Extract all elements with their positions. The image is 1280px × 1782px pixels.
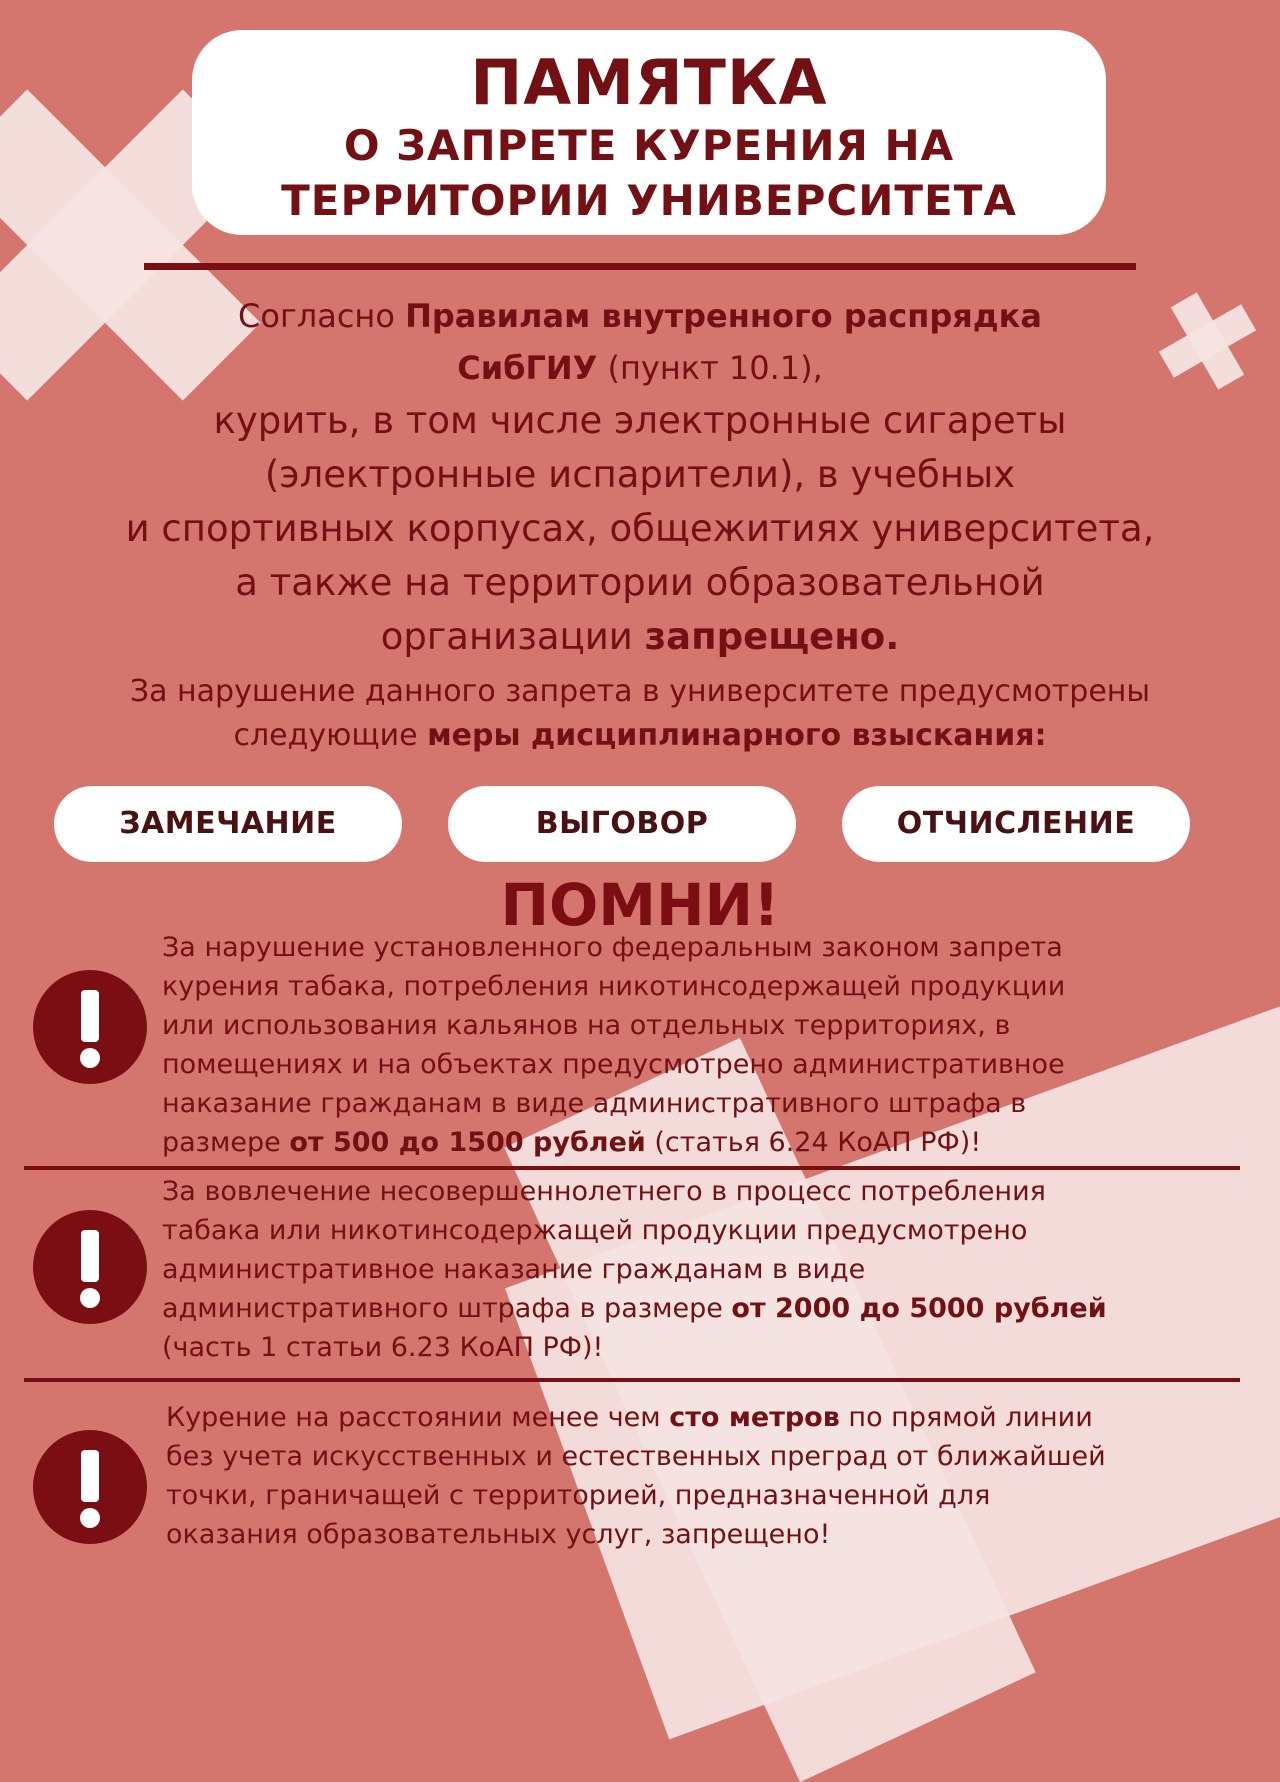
note-line: табака или никотинсодержащей продукции предусмотрено [162,1215,1028,1246]
rules-reference: Правилам внутренного распрядка [405,297,1042,335]
intro-text-part: организации [380,615,645,658]
note-smoking-fine [162,928,1242,1162]
measure-expulsion-badge: ОТЧИСЛЕНИЕ [842,786,1190,862]
divider [144,263,1136,270]
note-line: оказания образовательных услуг, запрещено! [166,1519,831,1550]
note-line: без учета искусственных и естественных преград от ближайшей [166,1441,1106,1472]
measure-reprimand-badge: ВЫГОВОР [448,786,796,862]
title-card [192,30,1106,235]
note-text-part: размере [162,1127,290,1158]
distance-value: сто метров [669,1402,840,1433]
note-line: За вовлечение несовершеннолетнего в процесс потребления [162,1176,1046,1207]
note-line: курения табака, потребления никотинсодержащей продукции [162,971,1066,1002]
note-text-part: (статья 6.24 КоАП РФ)! [645,1127,982,1158]
note-line: За нарушение установленного федеральным законом запрета [162,932,1063,963]
page-subtitle-line2: ТЕРРИТОРИИ УНИВЕРСИТЕТА [281,176,1017,225]
note-line: административное наказание гражданам в виде [162,1254,866,1285]
measure-remark-badge: ЗАМЕЧАНИЕ [54,786,402,862]
note-line: наказание гражданам в виде административного штрафа в [162,1088,1027,1119]
note-minor-fine [162,1172,1242,1367]
divider [24,1166,1240,1170]
measures-text-part: следующие [233,718,428,753]
note-text-part: Курение на расстоянии менее чем [166,1402,670,1433]
note-line: помещениях и на объектах предусмотрено административное [162,1049,1065,1080]
remember-heading: ПОМНИ! [500,871,780,939]
divider [24,1378,1240,1382]
intro-line: курить, в том числе электронные сигареты [213,399,1067,442]
page-title: ПАМЯТКА [470,46,828,119]
prohibited-word: запрещено. [644,615,900,658]
intro-text-part: Согласно [238,297,406,335]
measures-intro [20,670,1260,758]
intro-line: (электронные испарители), в учебных [264,453,1016,496]
fine-amount: от 2000 до 5000 рублей [731,1293,1107,1324]
intro-line: и спортивных корпусах, общежитиях университета, [125,507,1155,550]
note-distance-rule [166,1398,1246,1554]
note-text-part: по прямой линии [839,1402,1093,1433]
intro-text [40,290,1240,664]
note-text-part: административного штрафа в размере [162,1293,732,1324]
intro-text-part: (пункт 10.1), [597,349,823,387]
exclamation-icon [33,1430,147,1544]
measures-heading: меры дисциплинарного взыскания: [427,718,1047,753]
note-line: или использования кальянов на отдельных территориях, в [162,1010,1011,1041]
fine-amount: от 500 до 1500 рублей [289,1127,646,1158]
intro-line: а также на территории образовательной [235,561,1045,604]
exclamation-icon [33,970,147,1084]
exclamation-icon [33,1210,147,1324]
note-line: точки, граничащей с территорией, предназначенной для [166,1480,991,1511]
note-line: (часть 1 статьи 6.23 КоАП РФ)! [162,1332,604,1363]
page-subtitle-line1: О ЗАПРЕТЕ КУРЕНИЯ НА [343,121,955,170]
university-name: СибГИУ [457,349,598,387]
measures-line: За нарушение данного запрета в университете предусмотрены [129,674,1151,709]
